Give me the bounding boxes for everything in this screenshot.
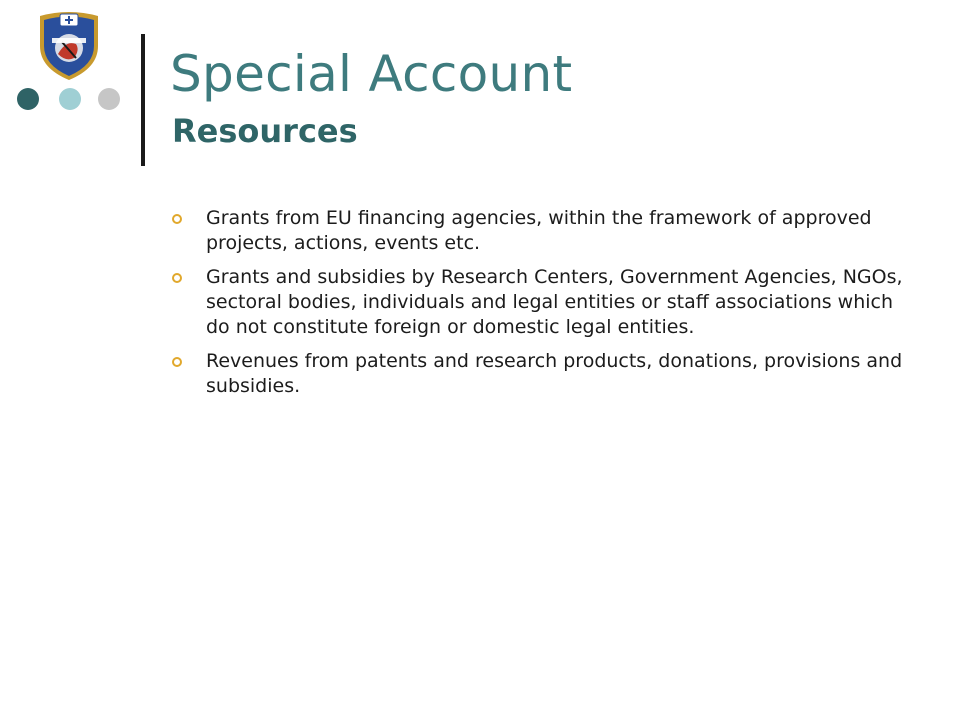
bullet-list [172,206,907,408]
bullet-item [172,265,907,340]
decorative-dot-dark [17,88,39,110]
bullet-text: Grants and subsidies by Research Centers, Government Agencies, NGOs, sectoral bodies, individuals and legal entities or staff associations which do not constitute foreign or domestic legal entities. [206,266,903,338]
slide-title: Special Account [170,45,573,103]
decorative-dot-light [59,88,81,110]
slide-subtitle: Resources [172,112,358,150]
bullet-text: Grants from EU financing agencies, within the framework of approved projects, actions, events etc. [206,207,872,254]
bullet-item [172,349,907,399]
bullet-ring-icon [172,273,182,283]
title-divider-bar [141,34,145,166]
bullet-ring-icon [172,357,182,367]
decorative-dot-grey [98,88,120,110]
crest-emblem-icon [36,10,102,82]
bullet-text: Revenues from patents and research products, donations, provisions and subsidies. [206,350,903,397]
bullet-item [172,206,907,256]
bullet-ring-icon [172,214,182,224]
